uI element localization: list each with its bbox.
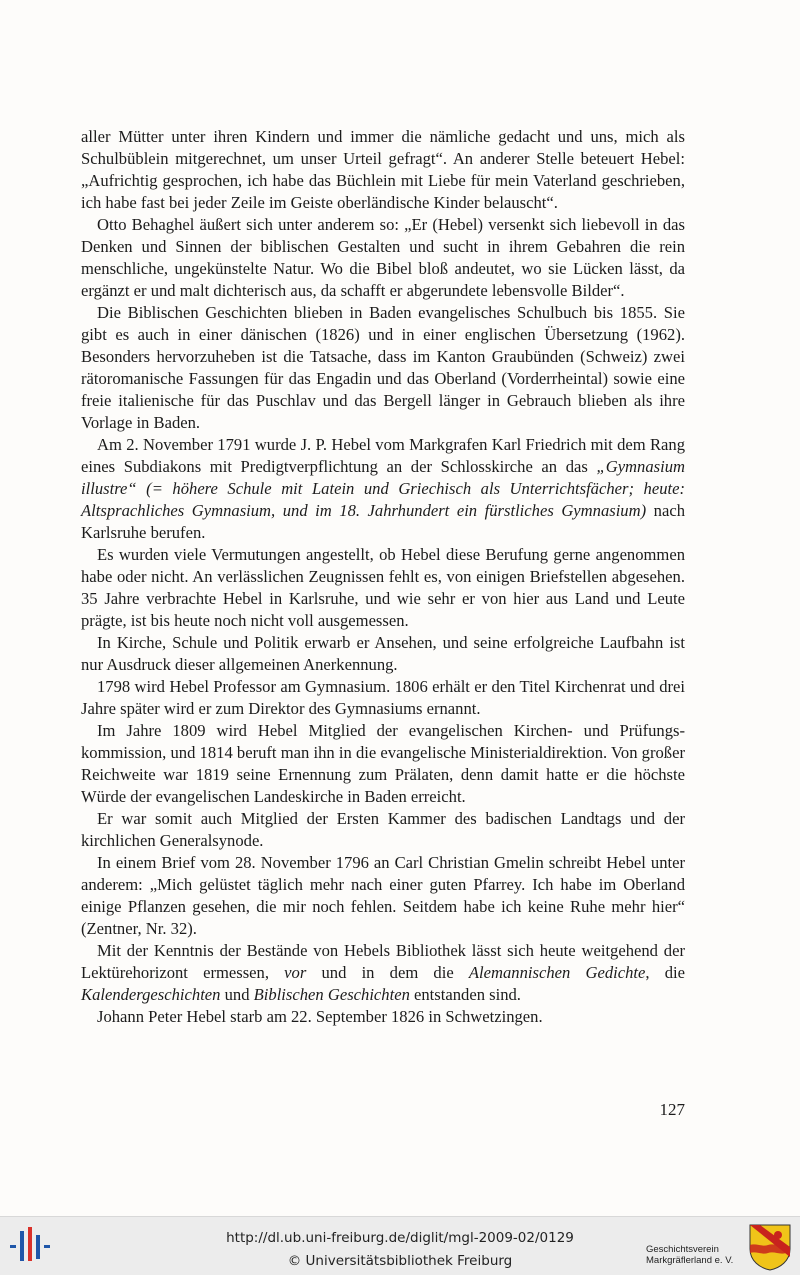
italic-text: Alemannischen Gedichte: [468, 963, 646, 982]
italic-text: Kalendergeschichten: [81, 985, 221, 1004]
paragraph-text: Am 2. November 1791 wurde J. P. Hebel vom Markgrafen Karl Friedrich mit dem Rang eines Subdiakons mit Predigtverpflichtung an der Schlosskirche an das: [81, 435, 685, 476]
body-text: [81, 126, 685, 1028]
paragraph: Er war somit auch Mitglied der Ersten Kammer des badischen Landtags und der kirchlichen Generalsynode.: [81, 809, 685, 850]
society-name: [646, 1244, 733, 1266]
paragraph-text: nach Karlsruhe berufen.: [81, 501, 685, 542]
paragraph: [81, 940, 685, 1006]
footer-bar: [0, 1216, 800, 1275]
copyright-notice: © Universitätsbibliothek Freiburg: [287, 1253, 513, 1269]
paragraph: In einem Brief vom 28. November 1796 an Carl Christian Gmelin schreibt Hebel unter anderem: „Mich gelüstet täglich mehr nach einer guten Pfarrey. Ich habe im Oberland einige Pflanzen gesehen, die mir noch fehlen. Seitdem habe ich keine Ruhe mehr hier“ (Zentner, Nr. 32).: [81, 853, 685, 938]
paragraph: [81, 434, 685, 544]
paragraph: Im Jahre 1809 wird Hebel Mitglied der evangelischen Kirchen- und Prüfungskommission, und 1814 beruft man ihn in die evangelische Ministerialdirektion. Von großer Reichweite war 1819 seine Ernennung zum Prälaten, denn damit hatte er die höchste Würde der evangelischen Landeskirche in Baden erreicht.: [81, 721, 685, 806]
paragraph: Die Biblischen Geschichten blieben in Baden evangelisches Schulbuch bis 1855. Sie gibt es auch in einer dänischen (1826) und in einer englischen Übersetzung (1962). Besonders hervorzuheben ist die Tatsache, dass im Kanton Graubünden (Schweiz) zwei rätoromanische Fassungen für das Engadin und das Oberland (Vorderrheintal) sowie eine freie italienische für das Puschlav und das Bergell länger in Gebrauch blieben als ihre Vorlage in Baden.: [81, 303, 685, 432]
italic-text: vor: [284, 963, 307, 982]
paragraph: Johann Peter Hebel starb am 22. September 1826 in Schwetzingen.: [97, 1007, 543, 1026]
paragraph: 1798 wird Hebel Professor am Gymnasium. 1806 erhält er den Titel Kirchenrat und drei Jahre später wird er zum Direktor des Gymnasiums ernannt.: [81, 677, 685, 718]
society-name-line: Geschichtsverein: [646, 1244, 719, 1255]
paragraph-text: und in dem die: [306, 963, 469, 982]
page-number: 127: [659, 1100, 685, 1119]
source-url[interactable]: http://dl.ub.uni-freiburg.de/diglit/mgl-2009-02/0129: [226, 1230, 574, 1246]
paragraph-text: entstanden sind.: [409, 985, 521, 1004]
paragraph-text: Mit der Kenntnis der Bestände von Hebels Bibliothek lässt sich heute weitgehend der Lektürehorizont ermessen,: [81, 941, 685, 982]
italic-text: „Gymnasium illustre“ (= höhere Schule mit Latein und Griechisch als Unterrichtsfächer; heute: Altsprachliches Gymnasium, und im 18. Jahrhundert ein fürstliches Gymnasium): [81, 457, 685, 520]
paragraph: In Kirche, Schule und Politik erwarb er Ansehen, und seine erfolgreiche Laufbahn ist nur Ausdruck dieser allgemeinen Anerkennung.: [81, 633, 685, 674]
italic-text: Biblischen Geschichten: [253, 985, 410, 1004]
paragraph: aller Mütter unter ihren Kindern und immer die nämliche gedacht und uns, mich als Schulbüblein mitgerechnet, um unser Urteil gefragt“. An anderer Stelle beteuert Hebel: „Aufrichtig gesprochen, ich habe das Büchlein mit Liebe für mein Vaterland geschrieben, ich habe fast bei jeder Zeile im Geiste oberländische Kinder belauscht“.: [81, 127, 685, 212]
paragraph-text: und: [220, 985, 254, 1004]
coat-of-arms-icon: [748, 1223, 792, 1271]
paragraph: Otto Behaghel äußert sich unter anderem so: „Er (Hebel) versenkt sich liebevoll in das Denken und Sinnen der biblischen Gestalten und sucht in ihrem Gebahren die rein menschliche, ungekünstelte Natur. Wo die Bibel bloß andeutet, wo sie Lücken lässt, da ergänzt er und malt dichterisch aus, da schafft er abgerundete lebensvolle Bilder“.: [81, 215, 685, 300]
paragraph-text: , die: [645, 963, 685, 982]
society-name-line: Markgräflerland e. V.: [646, 1255, 734, 1266]
paragraph: Es wurden viele Vermutungen angestellt, ob Hebel diese Berufung gerne angenommen habe oder nicht. An verlässlichen Zeugnissen fehlt es, von einigen Briefstellen abgesehen. 35 Jahre verbrachte Hebel in Karlsruhe, und wie sehr er von hier aus Land und Leute prägte, ist bis heute noch nicht voll ausgemessen.: [81, 545, 685, 630]
